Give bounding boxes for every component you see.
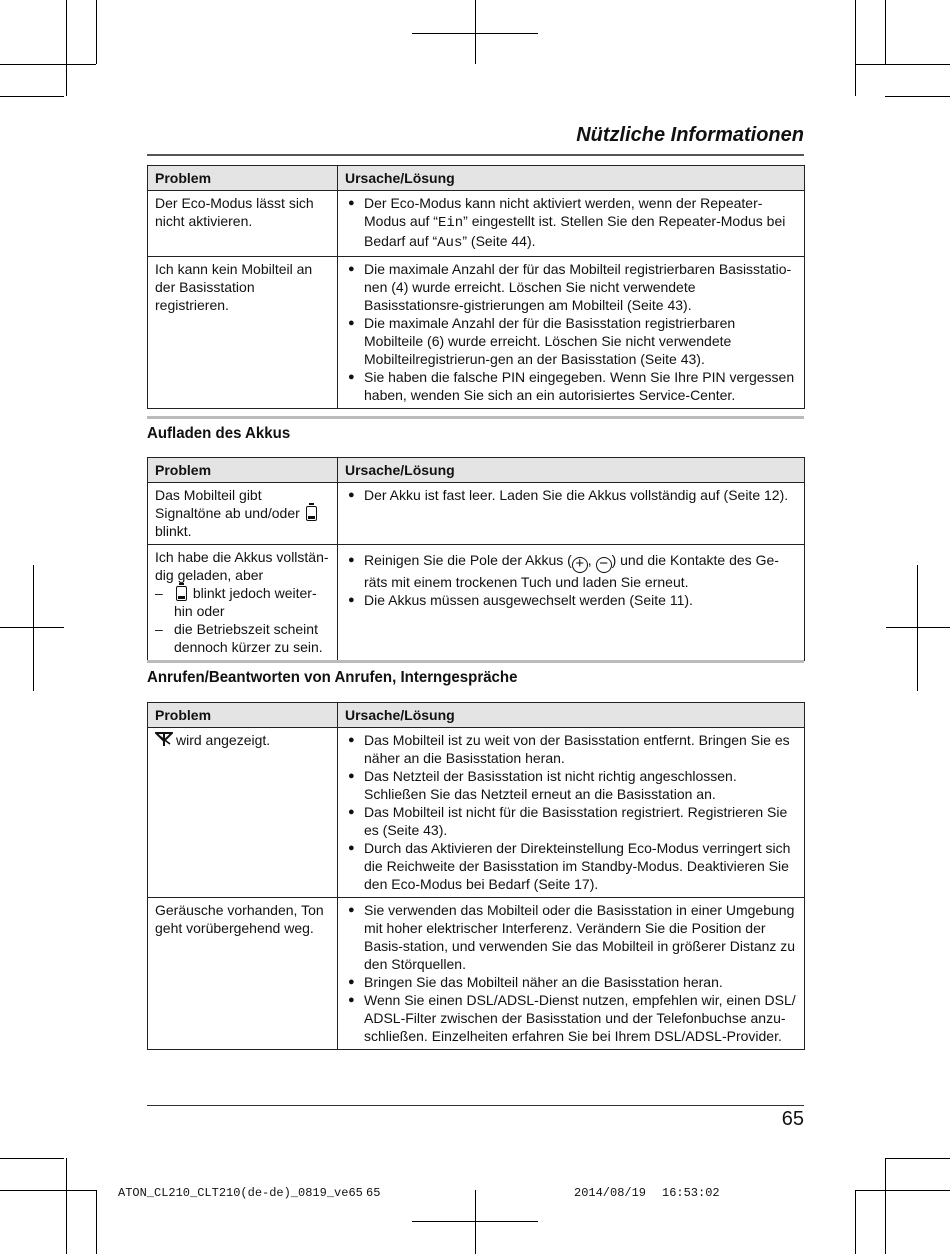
solution-bullet: ● Die Akkus müssen ausgewechselt werden (Seite 11).: [345, 591, 797, 609]
solution-bullet: ● Der Akku ist fast leer. Laden Sie die Akkus vollständig auf (Seite 12).: [345, 486, 797, 504]
print-footer-file: ATON_CL210_CLT210(de-de)_0819_ve65: [118, 1186, 363, 1200]
crop-mark: [885, 96, 950, 97]
solution-cell: [338, 483, 805, 545]
footer-rule: [147, 1105, 804, 1106]
column-header-solution: Ursache/Lösung: [338, 458, 805, 483]
troubleshooting-table-calls: [147, 702, 805, 1050]
minus-terminal-icon: −: [596, 557, 612, 573]
problem-intro: Ich habe die Akkus vollstän-dig geladen, aber: [155, 549, 329, 583]
problem-cell: [148, 545, 338, 661]
crop-mark: [885, 1158, 950, 1159]
table-row: [148, 898, 805, 1050]
column-header-solution: Ursache/Lösung: [338, 166, 805, 191]
crop-mark: [0, 1158, 64, 1159]
crop-mark: [0, 64, 96, 65]
print-footer-page: 65: [366, 1186, 381, 1200]
crop-mark: [0, 96, 64, 97]
crop-mark: [96, 1190, 97, 1254]
solution-bullet: ● Wenn Sie einen DSL/ADSL-Dienst nutzen, empfehlen wir, einen DSL/ ADSL-Filter zwischen der Basisstation und der Telefonbuchse anzu-schließen. Einzelheiten erfahren Sie bei Ihrem DSL/ADSL-Provider.: [345, 991, 797, 1045]
solution-bullet: ● Die maximale Anzahl der für das Mobilteil registrierbaren Basisstatio-nen (4) wurde erreicht. Löschen Sie nicht verwendete Basisstationsre-gistrierungen am Mobilteil (Seite 43).: [345, 260, 797, 314]
column-header-solution: Ursache/Lösung: [338, 703, 805, 728]
page-title: Nützliche Informationen: [576, 124, 804, 146]
crop-mark: [855, 1190, 950, 1191]
print-footer-time: 16:53:02: [662, 1186, 720, 1200]
troubleshooting-table-eco: [147, 165, 805, 409]
table-row: [148, 545, 805, 661]
problem-dash-item: – die Betriebszeit scheint dennoch kürzer zu sein.: [155, 620, 330, 656]
solution-cell: [338, 545, 805, 661]
crop-mark: [33, 565, 34, 691]
crop-mark: [917, 565, 918, 691]
crop-mark: [412, 33, 538, 34]
table-row: [148, 728, 805, 898]
crop-mark: [475, 0, 476, 64]
problem-cell: Das Mobilteil gibt Signaltöne ab und/oder blinkt.: [148, 483, 338, 545]
battery-icon: [176, 586, 187, 601]
solution-bullet: ● Das Mobilteil ist zu weit von der Basisstation entfernt. Bringen Sie es näher an die Basisstation heran.: [345, 731, 797, 767]
problem-cell: Ich kann kein Mobilteil an der Basisstation registrieren.: [148, 257, 338, 409]
solution-cell: [338, 191, 805, 257]
table-header-row: [148, 166, 805, 191]
solution-bullet: ● Bringen Sie das Mobilteil näher an die Basisstation heran.: [345, 973, 797, 991]
section-rule: [147, 660, 804, 663]
crop-mark: [0, 1190, 96, 1191]
table-header-row: [148, 703, 805, 728]
solution-bullet: ● Das Mobilteil ist nicht für die Basisstation registriert. Registrieren Sie es (Seite 43).: [345, 803, 797, 839]
crop-mark: [475, 1190, 476, 1254]
crop-mark: [855, 1190, 856, 1254]
battery-icon: [306, 506, 317, 521]
crop-mark: [0, 627, 64, 628]
solution-bullet: ● Durch das Aktivieren der Direkteinstellung Eco-Modus verringert sich die Reichweite der Basisstation im Standby-Modus. Deaktivieren Sie den Eco-Modus bei Bedarf (Seite 17).: [345, 839, 797, 893]
solution-cell: [338, 257, 805, 409]
problem-dash-item: – blinkt jedoch weiter-hin oder: [155, 584, 330, 620]
solution-bullet: ● Sie verwenden das Mobilteil oder die Basisstation in einer Umgebung mit hoher elektrischer Interferenz. Verändern Sie die Position der Basis-station, und verwenden Sie das Mobilteil in größerer Distanz zu den Störquellen.: [345, 901, 797, 973]
table-row: [148, 483, 805, 545]
solution-bullet: ● Reinigen Sie die Pole der Akkus ( + , − ) und die Kontakte des Ge-räts mit einem trockenen Tuch und laden Sie erneut.: [345, 551, 797, 591]
solution-bullet: ● Sie haben die falsche PIN eingegeben. Wenn Sie Ihre PIN vergessen haben, wenden Sie sich an ein autorisiertes Service-Center.: [345, 368, 797, 404]
crop-mark: [885, 0, 886, 64]
solution-cell: [338, 728, 805, 898]
crop-mark: [855, 0, 856, 96]
no-signal-antenna-icon: [155, 732, 173, 747]
table-header-row: [148, 458, 805, 483]
column-header-problem: Problem: [148, 166, 338, 191]
table-row: [148, 257, 805, 409]
crop-mark: [885, 1158, 886, 1254]
plus-terminal-icon: +: [572, 557, 588, 573]
header-rule: [147, 154, 804, 156]
column-header-problem: Problem: [148, 458, 338, 483]
setting-value: Aus: [437, 235, 463, 251]
page-number: 65: [781, 1108, 804, 1130]
problem-cell: Der Eco-Modus lässt sich nicht aktivieren.: [148, 191, 338, 257]
section-heading: Anrufen/Beantworten von Anrufen, Interngespräche: [147, 669, 518, 686]
crop-mark: [855, 64, 950, 65]
problem-cell: wird angezeigt.: [148, 728, 338, 898]
crop-mark: [412, 1221, 538, 1222]
crop-mark: [66, 0, 67, 96]
problem-cell: Geräusche vorhanden, Ton geht vorübergehend weg.: [148, 898, 338, 1050]
section-heading: Aufladen des Akkus: [147, 425, 291, 442]
crop-mark: [66, 1158, 67, 1254]
section-rule: [147, 416, 804, 419]
crop-mark: [886, 627, 950, 628]
solution-cell: [338, 898, 805, 1050]
print-footer-date: 2014/08/19: [574, 1186, 647, 1200]
solution-bullet: ● Das Netzteil der Basisstation ist nicht richtig angeschlossen. Schließen Sie das Netzteil erneut an die Basisstation an.: [345, 767, 797, 803]
setting-value: Ein: [437, 215, 464, 231]
troubleshooting-table-battery: [147, 457, 805, 661]
solution-bullet: ● Die maximale Anzahl der für die Basisstation registrierbaren Mobilteile (6) wurde erreicht. Löschen Sie nicht verwendete Mobilteilregistrierun-gen an der Basisstation (Seite 43).: [345, 314, 797, 368]
solution-bullet: ● Der Eco-Modus kann nicht aktiviert werden, wenn der Repeater-Modus auf “Ein” eingestellt ist. Stellen Sie den Repeater-Modus bei Bedarf auf “Aus” (Seite 44).: [345, 194, 797, 252]
table-row: [148, 191, 805, 257]
crop-mark: [96, 0, 97, 64]
column-header-problem: Problem: [148, 703, 338, 728]
